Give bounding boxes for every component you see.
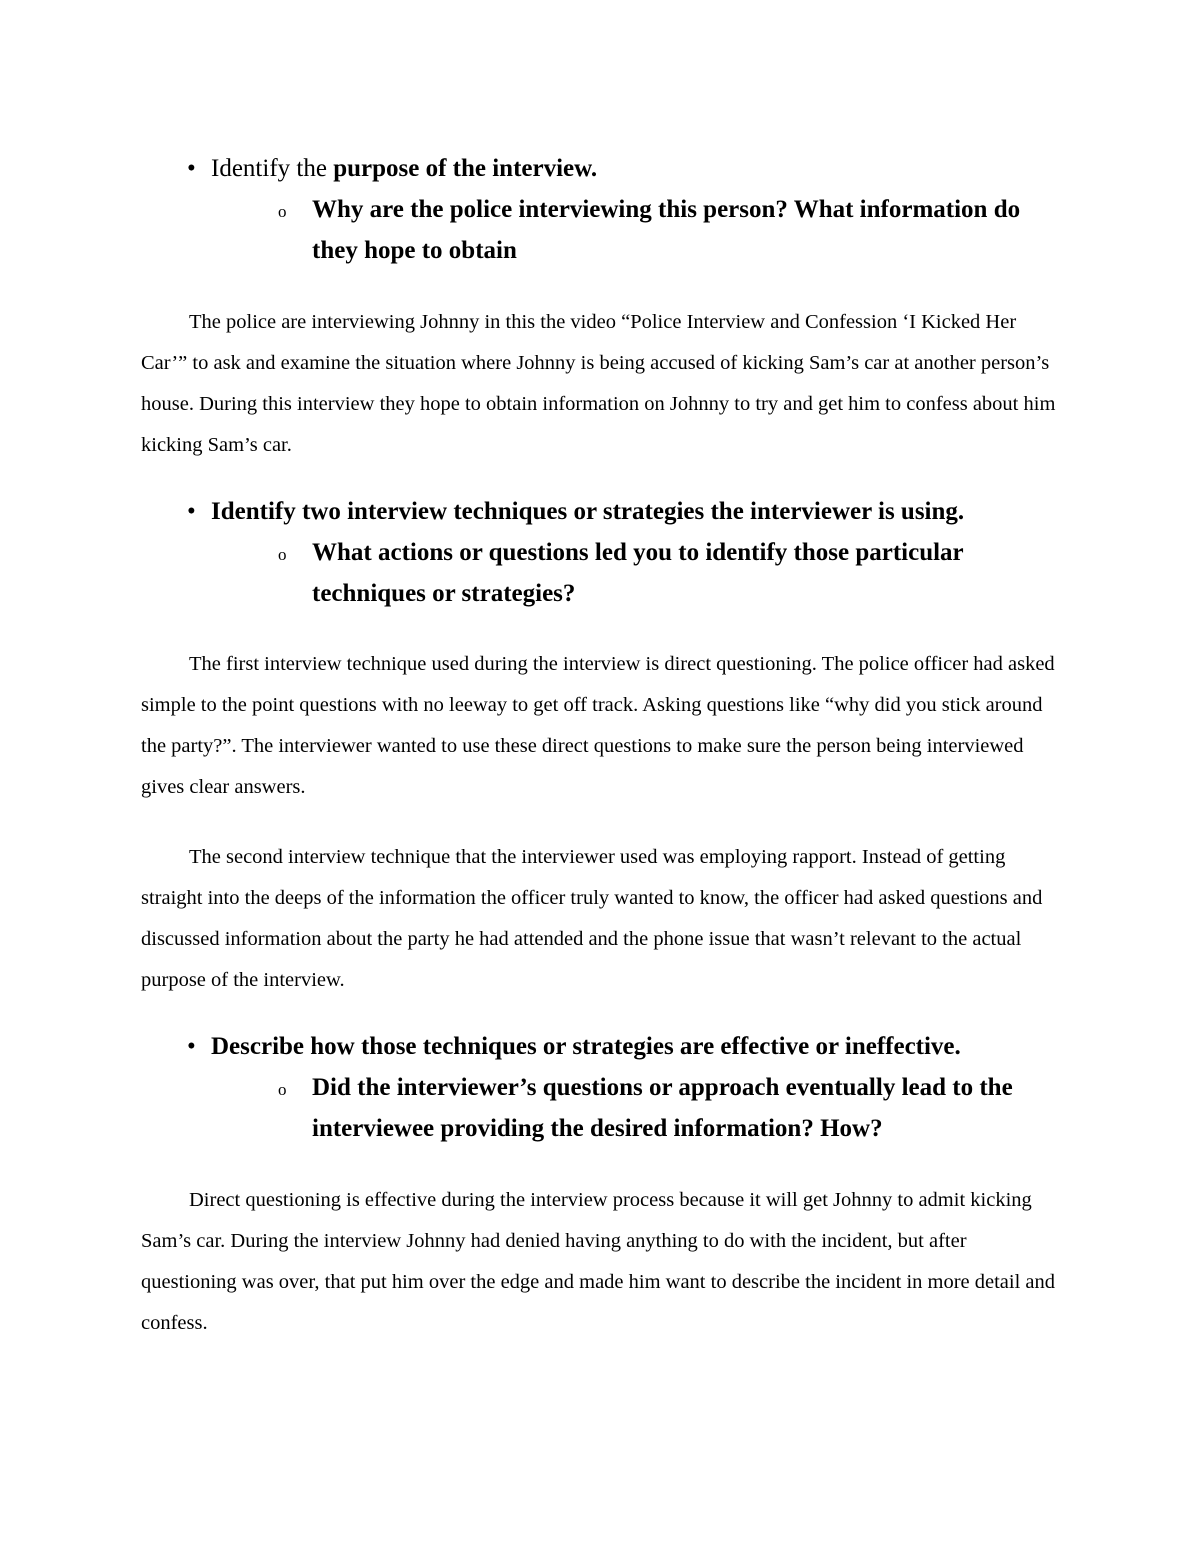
bullet-suffix: .: [954, 1033, 961, 1060]
sub-marker: o: [278, 202, 287, 221]
sub-marker: o: [278, 1080, 287, 1099]
bullet-text: [211, 491, 964, 532]
bullet-suffix: the interviewer is using.: [704, 498, 965, 525]
bullet-prefix: Identify the: [211, 155, 334, 182]
bullet-prefix: Describe how those techniques or strategies are: [211, 1033, 721, 1060]
sub-marker: o: [278, 545, 287, 564]
sub-question-text: Did the interviewer’s questions or approach eventually lead to the interviewee providing the desired information? How?: [312, 1074, 1013, 1142]
sub-question-text: What actions or questions led you to identify those particular techniques or strategies?: [312, 539, 964, 607]
bullet-suffix: .: [590, 155, 598, 182]
bullet-bold: effective or ineffective: [720, 1033, 955, 1060]
answer-paragraph-technique-one: The first interview technique used during the interview is direct questioning. The police officer had asked simple to the point questions with no leeway to get off track. Asking questions like “why did you stick around the party?”. The interviewer wanted to use these direct questions to make sure the person being interviewed gives clear answers.: [141, 653, 1055, 798]
bullet-dot: •: [187, 1033, 196, 1060]
sub-question-text: Why are the police interviewing this person? What information do they hope to obtain: [312, 196, 1021, 264]
answer-paragraph-purpose: The police are interviewing Johnny in this the video “Police Interview and Confession ‘I Kicked Her Car’” to ask and examine the situation where Johnny is being accused of kicking Sam’s car at another person’s house. During this interview they hope to obtain information on Johnny to try and get him to confess about him kicking Sam’s car.: [141, 311, 1056, 456]
bullet-text: [211, 1026, 961, 1067]
bullet-text: [211, 148, 597, 189]
answer-paragraph-technique-two: The second interview technique that the interviewer used was employing rapport. Instead of getting straight into the deeps of the information the officer truly wanted to know, the officer had asked questions and discussed information about the party he had attended and the phone issue that wasn’t relevant to the actual purpose of the interview.: [141, 846, 1043, 991]
bullet-bold: purpose of the interview: [333, 155, 591, 182]
sub-question-techniques: [278, 532, 1038, 614]
bullet-dot: •: [187, 498, 196, 525]
bullet-bold: two interview techniques or strategies: [301, 498, 705, 525]
sub-question-purpose: [278, 189, 1038, 271]
answer-paragraph-effectiveness: Direct questioning is effective during the interview process because it will get Johnny to admit kicking Sam’s car. During the interview Johnny had denied having anything to do with the incident, but after questioning was over, that put him over the edge and made him want to describe the incident in more detail and confess.: [141, 1189, 1056, 1334]
bullet-prefix: Identify: [211, 498, 302, 525]
bullet-dot: •: [187, 155, 196, 182]
sub-question-effectiveness: [278, 1067, 1038, 1149]
